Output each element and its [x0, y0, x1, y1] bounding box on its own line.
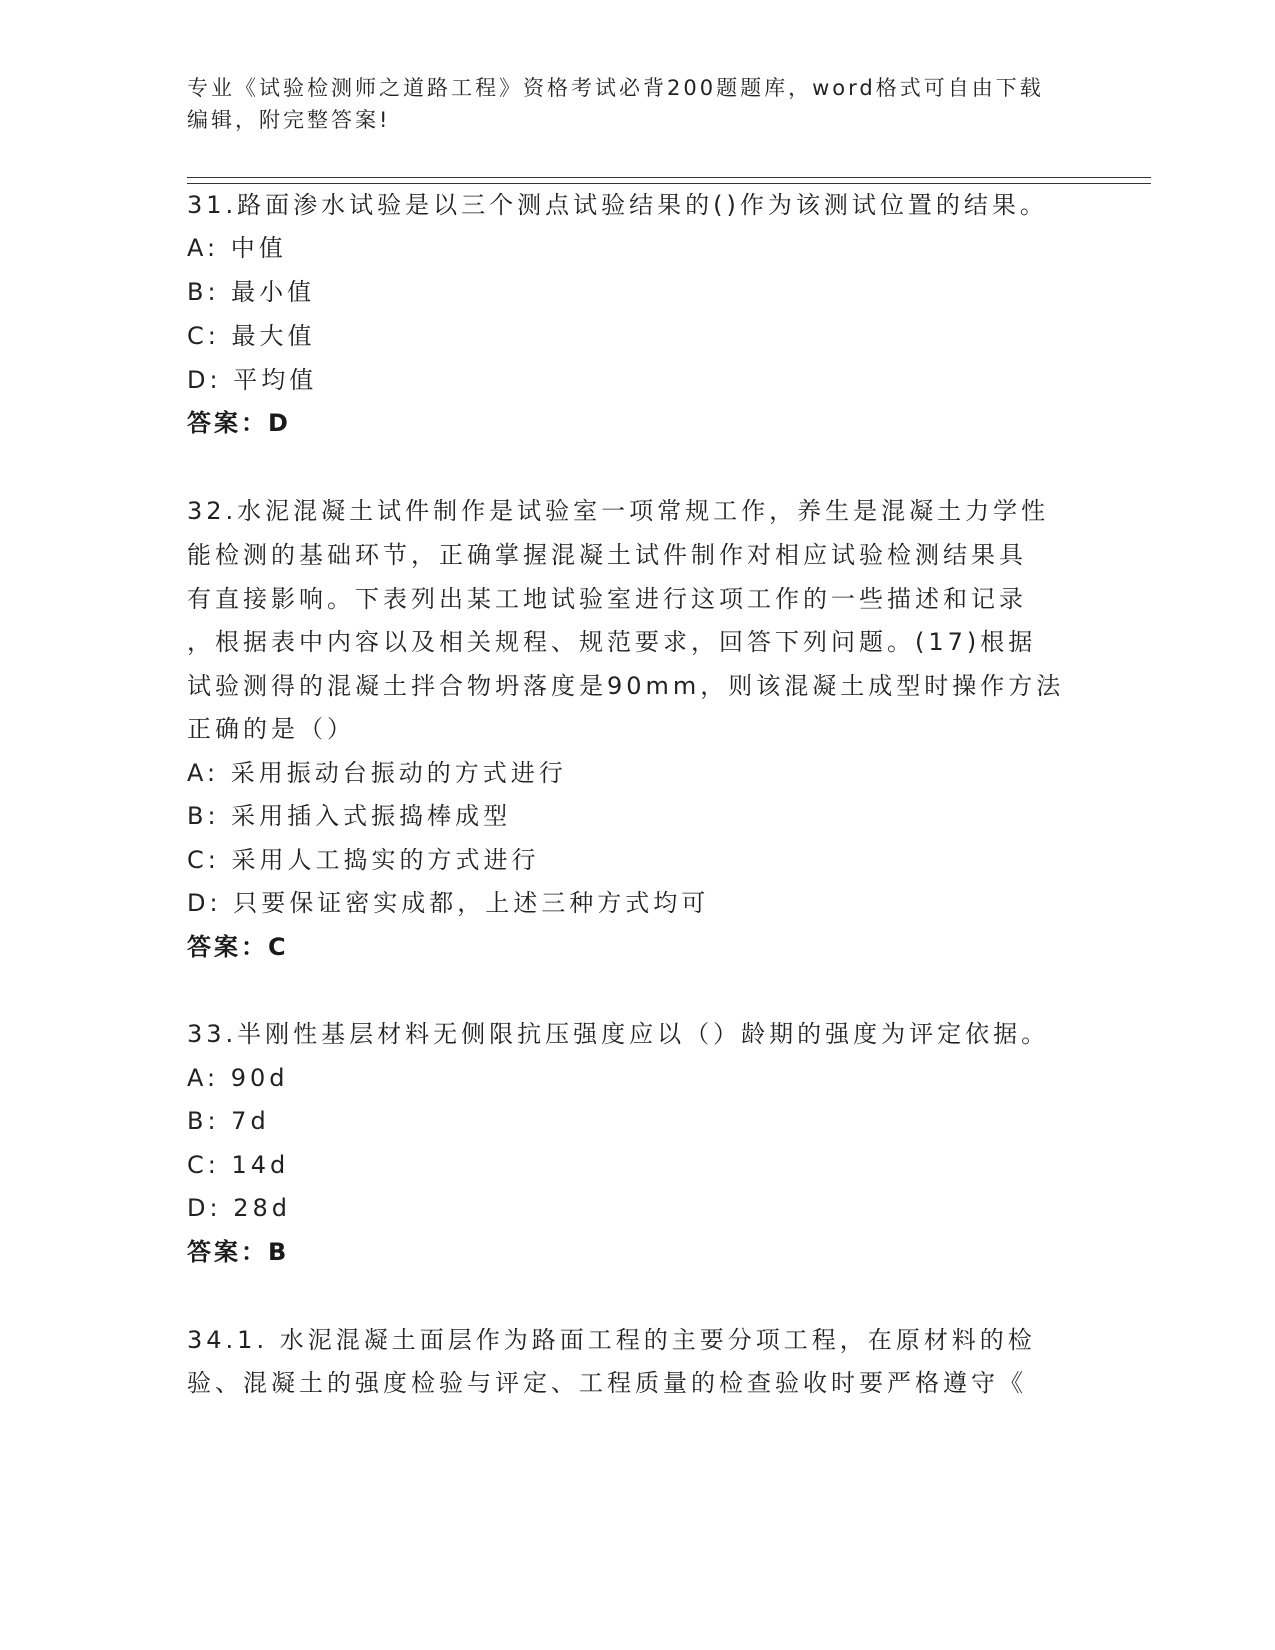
question-text-line-2: 能检测的基础环节，正确掌握混凝土试件制作对相应试验检测结果具 — [187, 541, 1027, 569]
option-b: B: 最小值 — [187, 278, 316, 306]
question-text-line-1: 34.1. 水泥混凝土面层作为路面工程的主要分项工程，在原材料的检 — [187, 1326, 1036, 1354]
question-text-line-2: 验、混凝土的强度检验与评定、工程质量的检查验收时要严格遵守《 — [187, 1369, 1027, 1397]
answer: 答案：B — [187, 1238, 290, 1266]
answer: 答案：C — [187, 933, 289, 961]
option-c: C: 最大值 — [187, 322, 316, 350]
option-c: C: 14d — [187, 1151, 290, 1179]
question-text-line-6: 正确的是（） — [187, 715, 355, 743]
option-d: D: 28d — [187, 1194, 291, 1222]
option-b: B: 7d — [187, 1107, 270, 1135]
question-text-line-5: 试验测得的混凝土拌合物坍落度是90mm，则该混凝土成型时操作方法 — [187, 672, 1065, 700]
option-b: B: 采用插入式振捣棒成型 — [187, 802, 512, 830]
question-text-line-4: ，根据表中内容以及相关规程、规范要求，回答下列问题。(17)根据 — [187, 628, 1037, 656]
question-text: 31.路面渗水试验是以三个测点试验结果的()作为该测试位置的结果。 — [187, 191, 1048, 219]
option-a: A: 采用振动台振动的方式进行 — [187, 759, 567, 787]
option-a: A: 90d — [187, 1064, 289, 1092]
question-text: 33.半刚性基层材料无侧限抗压强度应以（）龄期的强度为评定依据。 — [187, 1020, 1050, 1048]
header-text — [187, 72, 1087, 136]
question-text-line-3: 有直接影响。下表列出某工地试验室进行这项工作的一些描述和记录 — [187, 585, 1027, 613]
question-text-line-1: 32.水泥混凝土试件制作是试验室一项常规工作，养生是混凝土力学性 — [187, 497, 1050, 525]
answer: 答案：D — [187, 409, 291, 437]
header-line-2: 编辑，附完整答案! — [187, 108, 391, 132]
option-d: D: 只要保证密实成都，上述三种方式均可 — [187, 889, 710, 917]
option-d: D: 平均值 — [187, 366, 318, 394]
header-line-1: 专业《试验检测师之道路工程》资格考试必背200题题库，word格式可自由下载 — [187, 76, 1044, 100]
option-a: A: 中值 — [187, 234, 287, 262]
header-divider-top — [187, 177, 1151, 178]
header-divider-bottom — [187, 183, 1151, 184]
option-c: C: 采用人工捣实的方式进行 — [187, 846, 540, 874]
